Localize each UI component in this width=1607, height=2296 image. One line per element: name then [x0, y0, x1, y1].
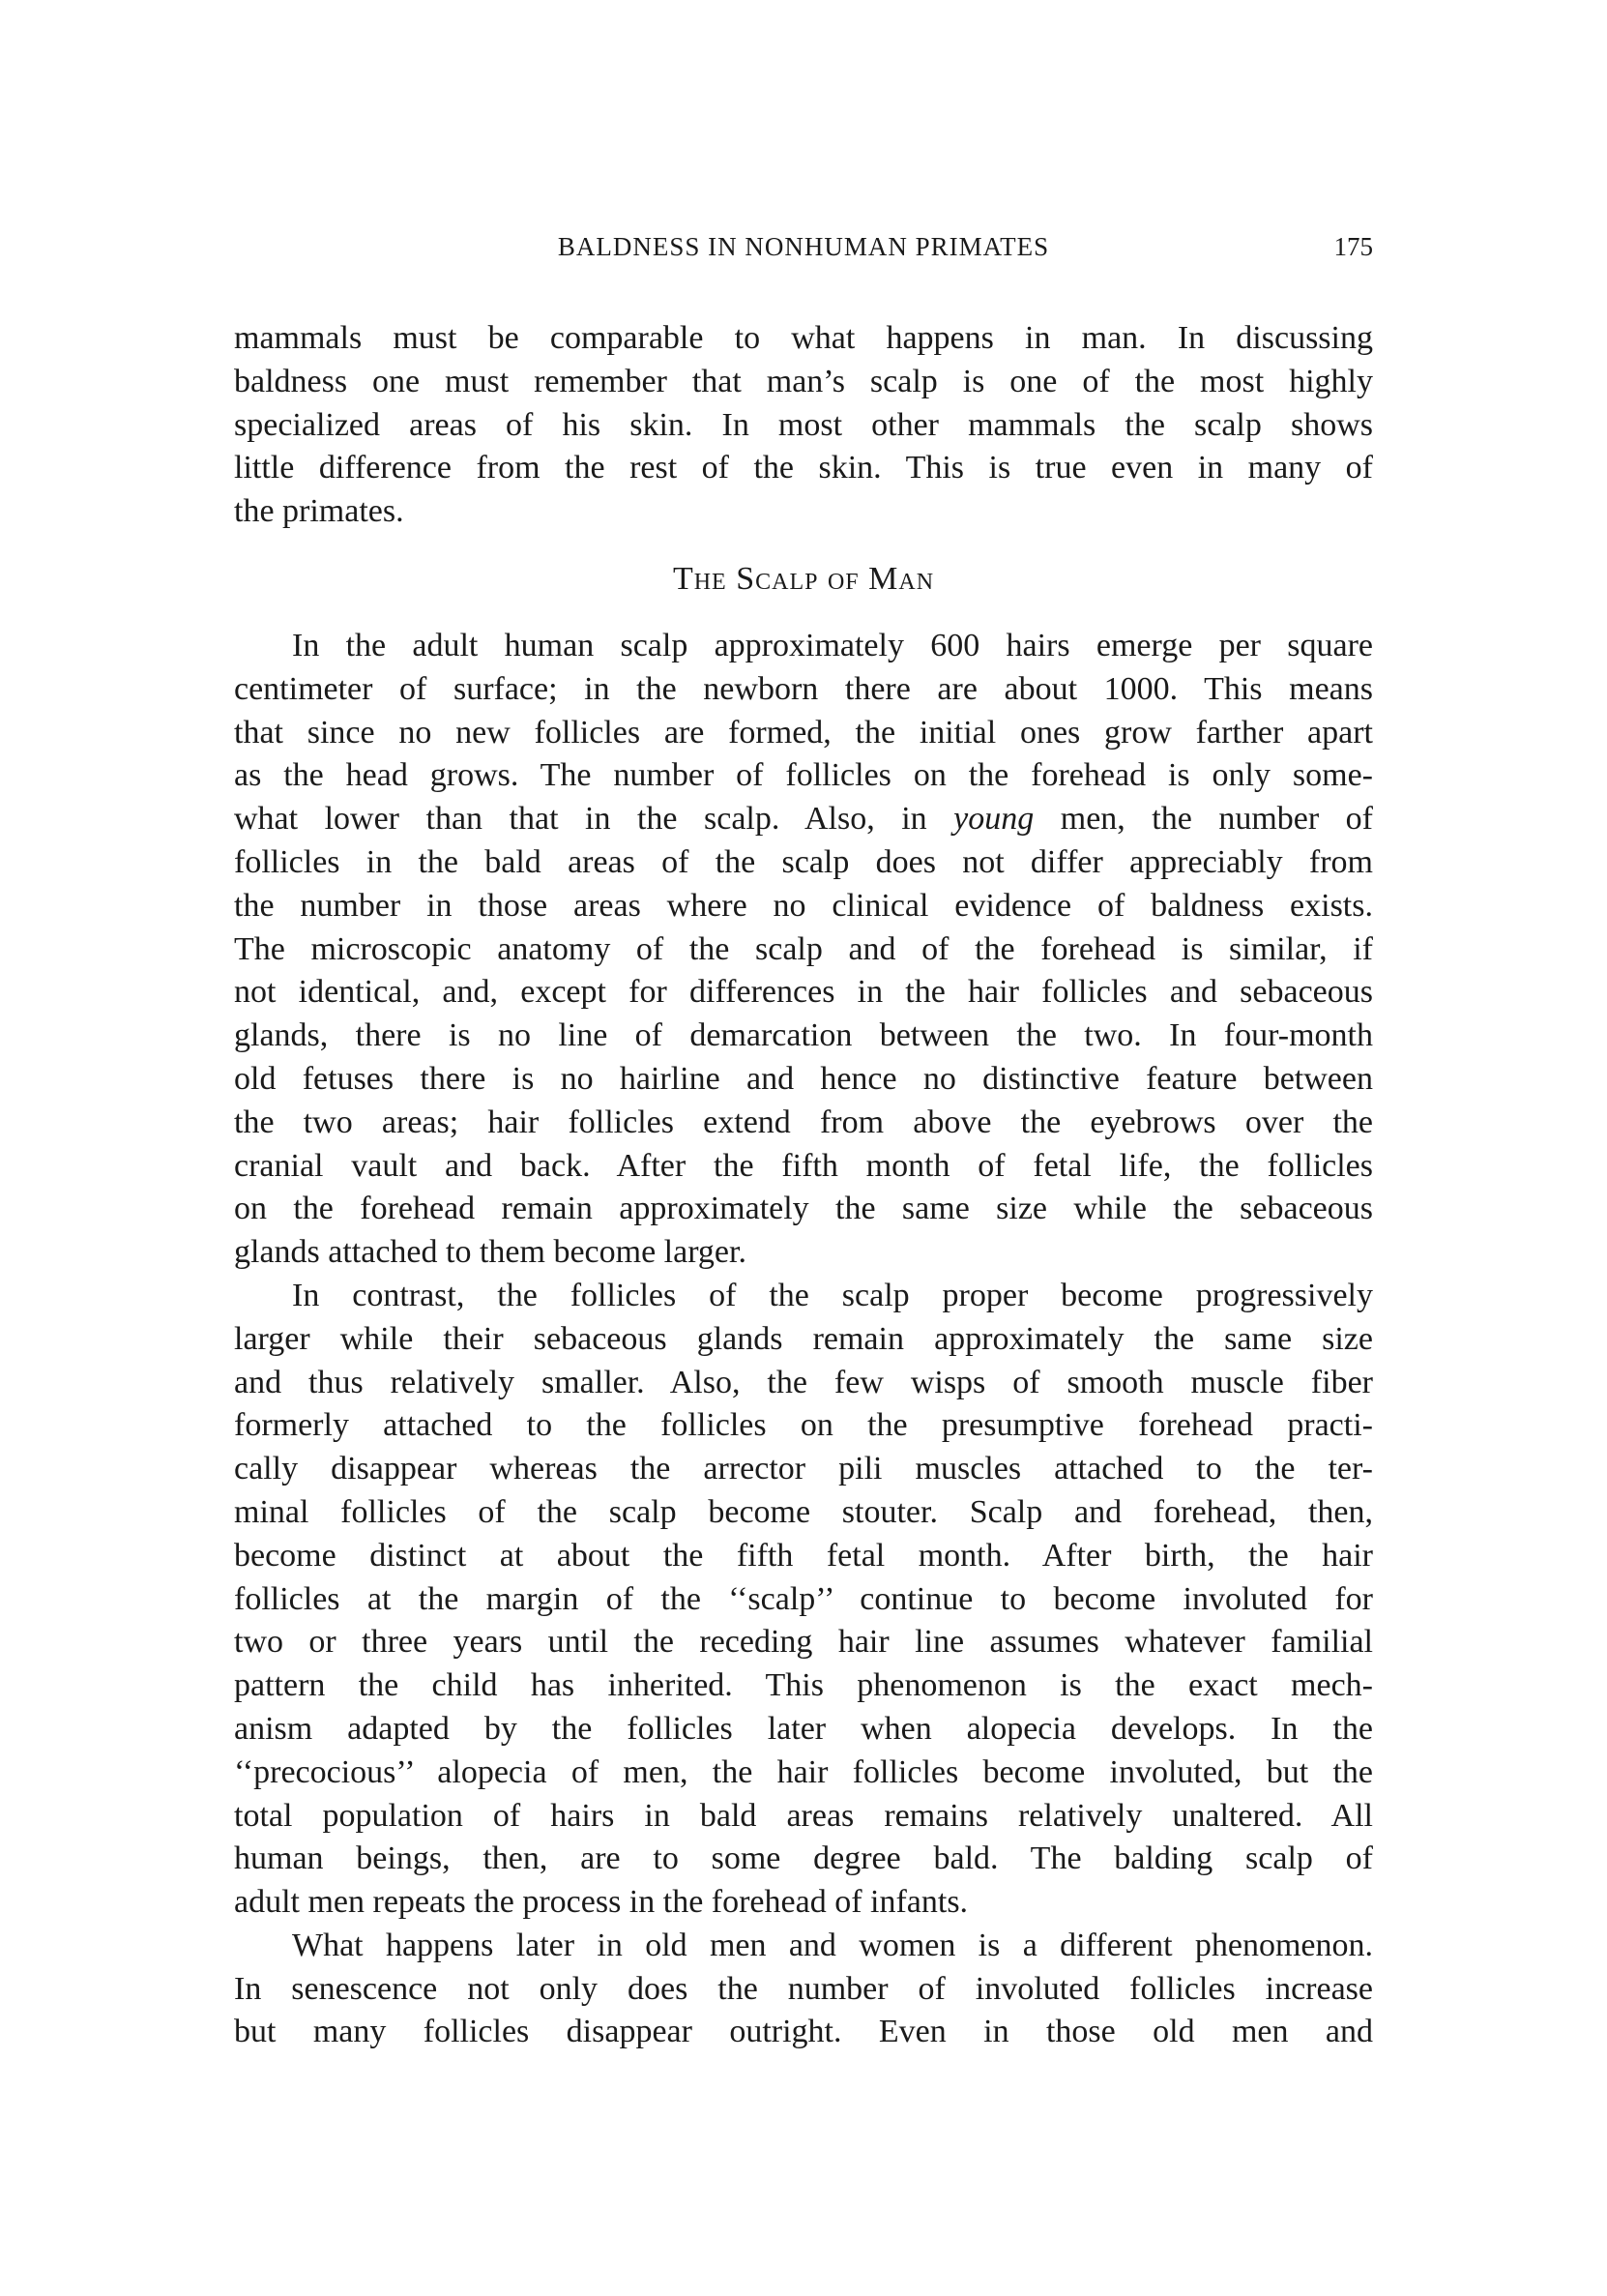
text-line: on the forehead remain approximately the same size while the sebaceous — [234, 1191, 1373, 1227]
text-line: minal follicles of the scalp become stouter. Scalp and forehead, then, — [234, 1493, 1373, 1530]
text-line: glands, there is no line of demarcation between the two. In four-month — [234, 1017, 1373, 1054]
text-line: the primates. — [234, 493, 404, 530]
text-line: In senescence not only does the number of involuted follicles increase — [234, 1970, 1373, 2007]
body-text — [234, 317, 1373, 2054]
text-line: human beings, then, are to some degree bald. The balding scalp of — [234, 1840, 1373, 1877]
text-line: follicles at the margin of the ‘‘scalp’’ continue to become involuted for — [234, 1580, 1373, 1617]
text-line: specialized areas of his skin. In most other mammals the scalp shows — [234, 406, 1373, 443]
text-line: little difference from the rest of the skin. This is true even in many of — [234, 450, 1373, 486]
text-line: and thus relatively smaller. Also, the few wisps of smooth muscle fiber — [234, 1364, 1373, 1400]
text-line: glands attached to them become larger. — [234, 1234, 746, 1271]
running-head-title: BALDNESS IN NONHUMAN PRIMATES — [557, 232, 1050, 261]
text-line: What happens later in old men and women is a different phenomenon. — [292, 1927, 1373, 1963]
text-line: adult men repeats the process in the forehead of infants. — [234, 1884, 969, 1921]
text-line: centimeter of surface; in the newborn there are about 1000. This means — [234, 670, 1373, 707]
text-line: two or three years until the receding hair line assumes whatever familial — [234, 1624, 1373, 1661]
text-line: follicles in the bald areas of the scalp does not differ appreciably from — [234, 843, 1373, 880]
text-line: cranial vault and back. After the fifth month of fetal life, the follicles — [234, 1147, 1373, 1184]
text-line: as the head grows. The number of follicles on the forehead is only some- — [234, 757, 1373, 794]
text-line: total population of hairs in bald areas remains relatively unaltered. All — [234, 1797, 1373, 1834]
paragraphs-after-heading — [234, 625, 1373, 2054]
text-line: not identical, and, except for differences in the hair follicles and sebaceous — [234, 974, 1373, 1011]
text-line: cally disappear whereas the arrector pili muscles attached to the ter- — [234, 1451, 1373, 1487]
text-line: pattern the child has inherited. This phenomenon is the exact mech- — [234, 1667, 1373, 1704]
text-line: what lower than that in the scalp. Also, in young men, the number of — [234, 801, 1373, 838]
text-line: the number in those areas where no clinical evidence of baldness exists. — [234, 887, 1373, 924]
text-line: mammals must be comparable to what happens in man. In discussing — [234, 320, 1373, 356]
paragraph — [234, 317, 1373, 534]
text-line: the two areas; hair follicles extend from above the eyebrows over the — [234, 1104, 1373, 1140]
section-heading: The Scalp of Man — [672, 560, 935, 597]
text-line: The microscopic anatomy of the scalp and of the forehead is similar, if — [234, 930, 1373, 967]
text-line: that since no new follicles are formed, the initial ones grow farther apart — [234, 714, 1373, 751]
paragraph — [234, 1925, 1373, 2054]
paragraph — [234, 1275, 1373, 1925]
text-line: anism adapted by the follicles later when alopecia develops. In the — [234, 1710, 1373, 1747]
paragraphs-before-heading — [234, 317, 1373, 534]
text-line: but many follicles disappear outright. Even in those old men and — [234, 2014, 1373, 2050]
text-line: become distinct at about the fifth fetal month. After birth, the hair — [234, 1537, 1373, 1574]
running-head — [234, 232, 1373, 271]
emphasis: young — [953, 801, 1035, 838]
text-line: formerly attached to the follicles on the presumptive forehead practi- — [234, 1407, 1373, 1444]
text-line: old fetuses there is no hairline and hence no distinctive feature between — [234, 1060, 1373, 1097]
text-line: ‘‘precocious’’ alopecia of men, the hair follicles become involuted, but the — [234, 1753, 1373, 1790]
page-number: 175 — [1333, 232, 1373, 261]
paragraph — [234, 625, 1373, 1275]
text-line: baldness one must remember that man’s scalp is one of the most highly — [234, 363, 1373, 399]
text-line: In contrast, the follicles of the scalp proper become progressively — [292, 1277, 1373, 1313]
text-line: larger while their sebaceous glands remain approximately the same size — [234, 1320, 1373, 1357]
text-line: In the adult human scalp approximately 600 hairs emerge per square — [292, 627, 1373, 663]
